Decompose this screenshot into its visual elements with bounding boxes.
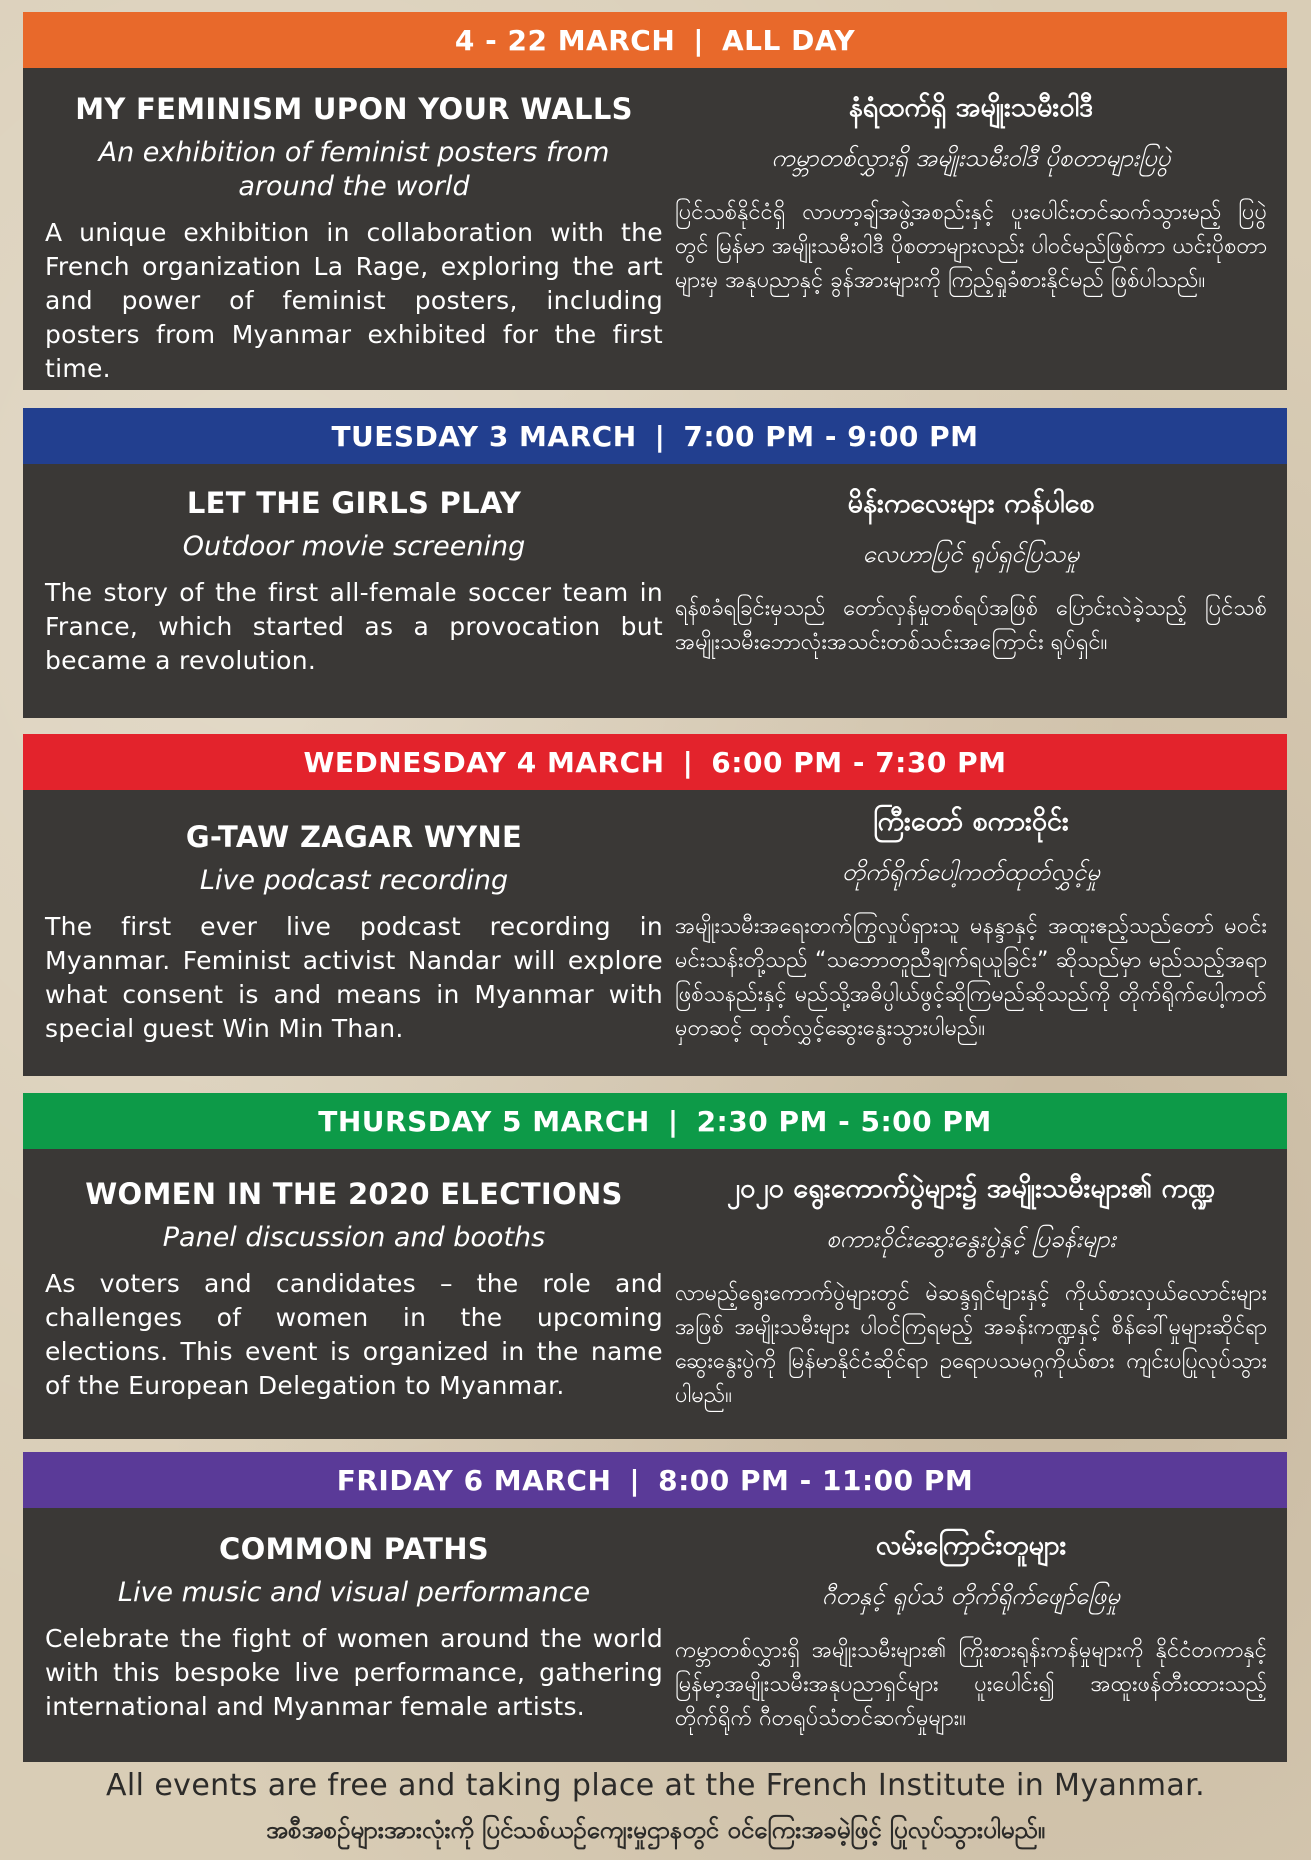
event-panel xyxy=(23,1508,1287,1762)
event-panel xyxy=(23,1149,1287,1439)
event-date-bar xyxy=(23,408,1287,464)
event-panel xyxy=(23,790,1287,1076)
event-description-en: Celebrate the fight of women around the world with this bespoke live performance, gathering international and Myanmar female artists. xyxy=(45,1624,663,1721)
event-date: WEDNESDAY 4 MARCH xyxy=(303,745,665,779)
event-title-en: MY FEMINISM UPON YOUR WALLS xyxy=(75,92,633,126)
event-panel xyxy=(23,68,1287,390)
event-subtitle-en: Live podcast recording xyxy=(199,865,509,896)
event-description-en: As voters and candidates – the role and challenges of women in the upcoming elections. This event is organized in the name of the European Delegation to Myanmar. xyxy=(45,1269,663,1400)
footer-burmese: အစီအစဉ်များအားလုံးကို ပြင်သစ်ယဉ်ကျေးမှုဌာနတွင် ဝင်ကြေးအခမဲ့ဖြင့် ပြုလုပ်သွားပါမည်။ xyxy=(265,1816,1045,1844)
event-time: ALL DAY xyxy=(722,23,856,57)
event-panel xyxy=(23,464,1287,718)
event-date-bar xyxy=(23,1093,1287,1149)
event-subtitle-my: ကမ္ဘာတစ်လွှားရှိ အမျိုးသမီးဝါဒီ ပိုစတာများပြပွဲ xyxy=(771,144,1171,172)
separator: | xyxy=(629,1463,641,1497)
event-block xyxy=(23,12,1287,390)
event-subtitle-my: ဂီတနှင့် ရုပ်သံ တိုက်ရိုက်ဖျော်ဖြေမှု xyxy=(821,1582,1121,1610)
burmese-column xyxy=(663,1508,1287,1762)
footer-english: All events are free and taking place at the French Institute in Myanmar. xyxy=(105,1768,1206,1803)
event-subtitle-en: Outdoor movie screening xyxy=(182,531,526,562)
event-block xyxy=(23,1093,1287,1439)
event-description-my: ပြင်သစ်နိုင်ငံရှိ လာဟာ့ချ်အဖွဲ့အစည်းနှင့် ပူးပေါင်းတင်ဆက်သွားမည့် ပြပွဲတွင် မြန်မာ အမျိုးသမီးဝါဒီ ပိုစတာများလည်း ပါဝင်မည်ဖြစ်ကာ ယင်းပိုစတာများမှ အနုပညာနှင့် ခွန်အားများကို ကြည့်ရှုခံစားနိုင်မည် ဖြစ်ပါသည်။ xyxy=(675,200,1267,293)
event-date-bar xyxy=(23,1452,1287,1508)
event-date: FRIDAY 6 MARCH xyxy=(336,1463,612,1497)
event-block xyxy=(23,408,1287,718)
english-column xyxy=(23,464,663,718)
english-column xyxy=(23,1508,663,1762)
event-date-bar xyxy=(23,734,1287,790)
event-title-en: COMMON PATHS xyxy=(219,1532,489,1566)
event-subtitle-en: Live music and visual performance xyxy=(117,1577,591,1608)
separator: | xyxy=(693,23,704,57)
english-column xyxy=(23,790,663,1076)
event-description-my: ကမ္ဘာတစ်လွှားရှိ အမျိုးသမီးများ၏ ကြိုးစားရုန်းကန်မှုများကို နိုင်ငံတကာနှင့် မြန်မာ့အမျိုးသမီးအနုပညာရှင်များ ပူးပေါင်း၍ အထူးဖန်တီးထားသည့် တိုက်ရိုက် ဂီတရုပ်သံတင်ဆက်မှုများ။ xyxy=(675,1638,1267,1731)
event-time: 2:30 PM - 5:00 PM xyxy=(696,1104,992,1138)
burmese-column xyxy=(663,1149,1287,1439)
event-description-en: The story of the first all-female soccer team in France, which started as a provocation but became a revolution. xyxy=(45,578,663,675)
event-time: 6:00 PM - 7:30 PM xyxy=(711,745,1007,779)
event-block xyxy=(23,734,1287,1076)
separator: | xyxy=(667,1104,679,1138)
event-title-my: လမ်းကြောင်းတူများ xyxy=(875,1530,1067,1561)
english-column xyxy=(23,1149,663,1439)
event-date-bar xyxy=(23,12,1287,68)
event-date: THURSDAY 5 MARCH xyxy=(318,1104,650,1138)
event-description-en: A unique exhibition in collaboration with the French organization La Rage, exploring the art and power of feminist posters, including posters from Myanmar exhibited for the first time. xyxy=(45,218,663,383)
event-title-my: ကြီးတော် စကားဝိုင်း xyxy=(873,806,1069,837)
event-description-my: ရန်စခံရခြင်းမှသည် တော်လှန်မှုတစ်ရပ်အဖြစ် ပြောင်းလဲခဲ့သည့် ပြင်သစ်အမျိုးသမီးဘောလုံးအသင်းတစ်သင်းအကြောင်း ရုပ်ရှင်။ xyxy=(675,596,1267,655)
event-time: 7:00 PM - 9:00 PM xyxy=(683,419,979,453)
burmese-column xyxy=(663,790,1287,1076)
event-date: 4 - 22 MARCH xyxy=(454,23,676,57)
event-block xyxy=(23,1452,1287,1762)
english-column xyxy=(23,68,663,390)
event-description-my: လာမည့်ရွေးကောက်ပွဲများတွင် မဲဆန္ဒရှင်များနှင့် ကိုယ်စားလှယ်လောင်းများအဖြစ် အမျိုးသမီးများ ပါဝင်ကြရမည့် အခန်းကဏ္ဍနှင့် စိန်ခေါ်မှုများဆိုင်ရာ ဆွေးနွေးပွဲကို မြန်မာနိုင်ငံဆိုင်ရာ ဥရောပသမဂ္ဂကိုယ်စား ကျင်းပပြုလုပ်သွားပါမည်။ xyxy=(675,1281,1267,1408)
event-subtitle-my: စကားဝိုင်းဆွေးနွေးပွဲနှင့် ပြခန်းများ xyxy=(826,1225,1116,1253)
burmese-column xyxy=(663,464,1287,718)
event-subtitle-en: An exhibition of feminist posters from around the world xyxy=(98,137,610,202)
event-title-my: ၂၀၂၀ ရွေးကောက်ပွဲများ၌ အမျိုးသမီးများ၏ ကဏ္ဍ xyxy=(726,1173,1216,1204)
event-date: TUESDAY 3 MARCH xyxy=(331,419,637,453)
separator: | xyxy=(654,419,666,453)
burmese-column xyxy=(663,68,1287,390)
event-title-en: LET THE GIRLS PLAY xyxy=(186,486,522,520)
event-subtitle-my: တိုက်ရိုက်ပေါ့ကတ်ထုတ်လွှင့်မှု xyxy=(842,858,1100,886)
event-title-en: WOMEN IN THE 2020 ELECTIONS xyxy=(85,1177,623,1211)
event-subtitle-my: လေဟာပြင် ရုပ်ရှင်ပြသမှု xyxy=(862,540,1080,568)
event-subtitle-en: Panel discussion and booths xyxy=(162,1222,546,1253)
event-time: 8:00 PM - 11:00 PM xyxy=(658,1463,974,1497)
event-title-en: G-TAW ZAGAR WYNE xyxy=(185,820,523,854)
event-description-en: The first ever live podcast recording in Myanmar. Feminist activist Nandar will explore what consent is and means in Myanmar with special guest Win Min Than. xyxy=(45,912,663,1043)
separator: | xyxy=(682,745,694,779)
event-title-my: မိန်းကလေးများ ကန်ပါစေ xyxy=(847,488,1095,519)
event-description-my: အမျိုးသမီးအရေးတက်ကြွလှုပ်ရှားသူ မနန္ဒာနှင့် အထူးဧည့်သည်တော် မဝင်းမင်းသန်းတို့သည် “သဘောတူညီချက်ရယူခြင်း” ဆိုသည်မှာ မည်သည့်အရာဖြစ်သနည်းနှင့် မည်သို့အဓိပ္ပါယ်ဖွင့်ဆိုကြမည်ဆိုသည်ကို တိုက်ရိုက်ပေါ့ကတ်မှတဆင့် ထုတ်လွှင့်ဆွေးနွေးသွားပါမည်။ xyxy=(675,914,1267,1041)
event-title-my: နံရံထက်ရှိ အမျိုးသမီးဝါဒီ xyxy=(848,92,1094,123)
